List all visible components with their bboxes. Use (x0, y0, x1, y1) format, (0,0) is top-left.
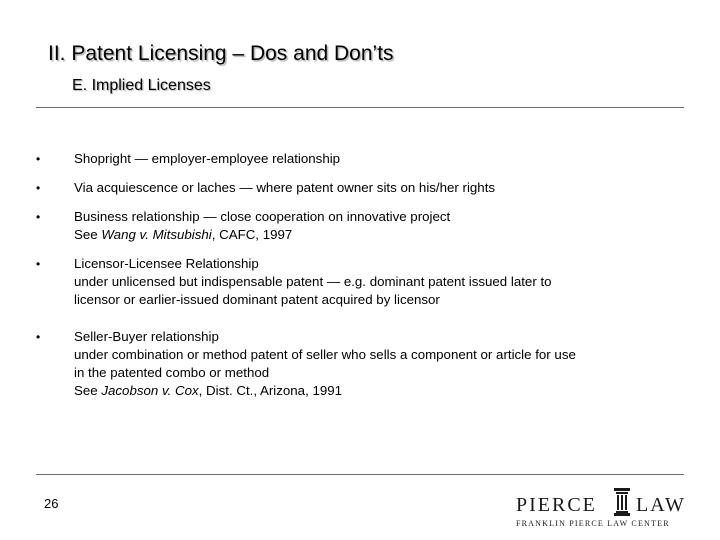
pierce-law-logo (512, 486, 688, 534)
bullet-line (74, 179, 694, 197)
bottom-divider (36, 474, 684, 475)
top-divider (36, 107, 684, 108)
column-icon (614, 488, 630, 516)
bullet-dot: • (36, 181, 41, 195)
text-run: in the patented combo or method (74, 365, 270, 380)
bullet-line (74, 291, 694, 309)
text-run: Via acquiescence or laches — where patent owner sits on his/her rights (74, 180, 496, 195)
text-run: , Dist. Ct., Arizona, 1991 (198, 383, 343, 398)
bullet-line (74, 364, 694, 382)
bullet-line (74, 150, 694, 168)
text-run: Licensor-Licensee Relationship (74, 256, 259, 271)
bullet-text (74, 328, 694, 400)
bullet-dot: • (36, 210, 41, 224)
case-name: Wang v. Mitsubishi (101, 227, 212, 242)
bullet-line (74, 382, 694, 400)
text-run: Business relationship — close cooperation on innovative project (74, 209, 451, 224)
case-name: Jacobson v. Cox (101, 383, 199, 398)
bullet-line (74, 255, 694, 273)
text-run: , CAFC, 1997 (211, 227, 293, 242)
slide-title: II. Patent Licensing – Dos and Don’ts (48, 42, 394, 65)
bullet-text (74, 208, 694, 244)
bullet-dot: • (36, 257, 41, 271)
text-run: Shopright — employer-employee relationship (74, 151, 341, 166)
bullet-line (74, 346, 694, 364)
text-run: See (74, 227, 102, 242)
bullet-text (74, 150, 694, 168)
bullet-line (74, 273, 694, 291)
logo-word-law: LAW (636, 494, 686, 516)
bullet-line (74, 328, 694, 346)
bullet-dot: • (36, 152, 41, 166)
bullet-line (74, 226, 694, 244)
slide-subtitle: E. Implied Licenses (72, 77, 211, 94)
text-run: See (74, 383, 102, 398)
bullet-dot: • (36, 330, 41, 344)
text-run: Seller-Buyer relationship (74, 329, 219, 344)
text-run: licensor or earlier-issued dominant patent acquired by licensor (74, 292, 440, 307)
text-run: under unlicensed but indispensable patent — e.g. dominant patent issued later to (74, 274, 552, 289)
text-run: under combination or method patent of seller who sells a component or article for use (74, 347, 576, 362)
bullet-line (74, 208, 694, 226)
page-number: 26 (44, 496, 59, 511)
logo-word-pierce: PIERCE (516, 494, 597, 516)
bullet-text (74, 179, 694, 197)
logo-tagline: FRANKLIN PIERCE LAW CENTER (516, 519, 670, 528)
bullet-text (74, 255, 694, 309)
